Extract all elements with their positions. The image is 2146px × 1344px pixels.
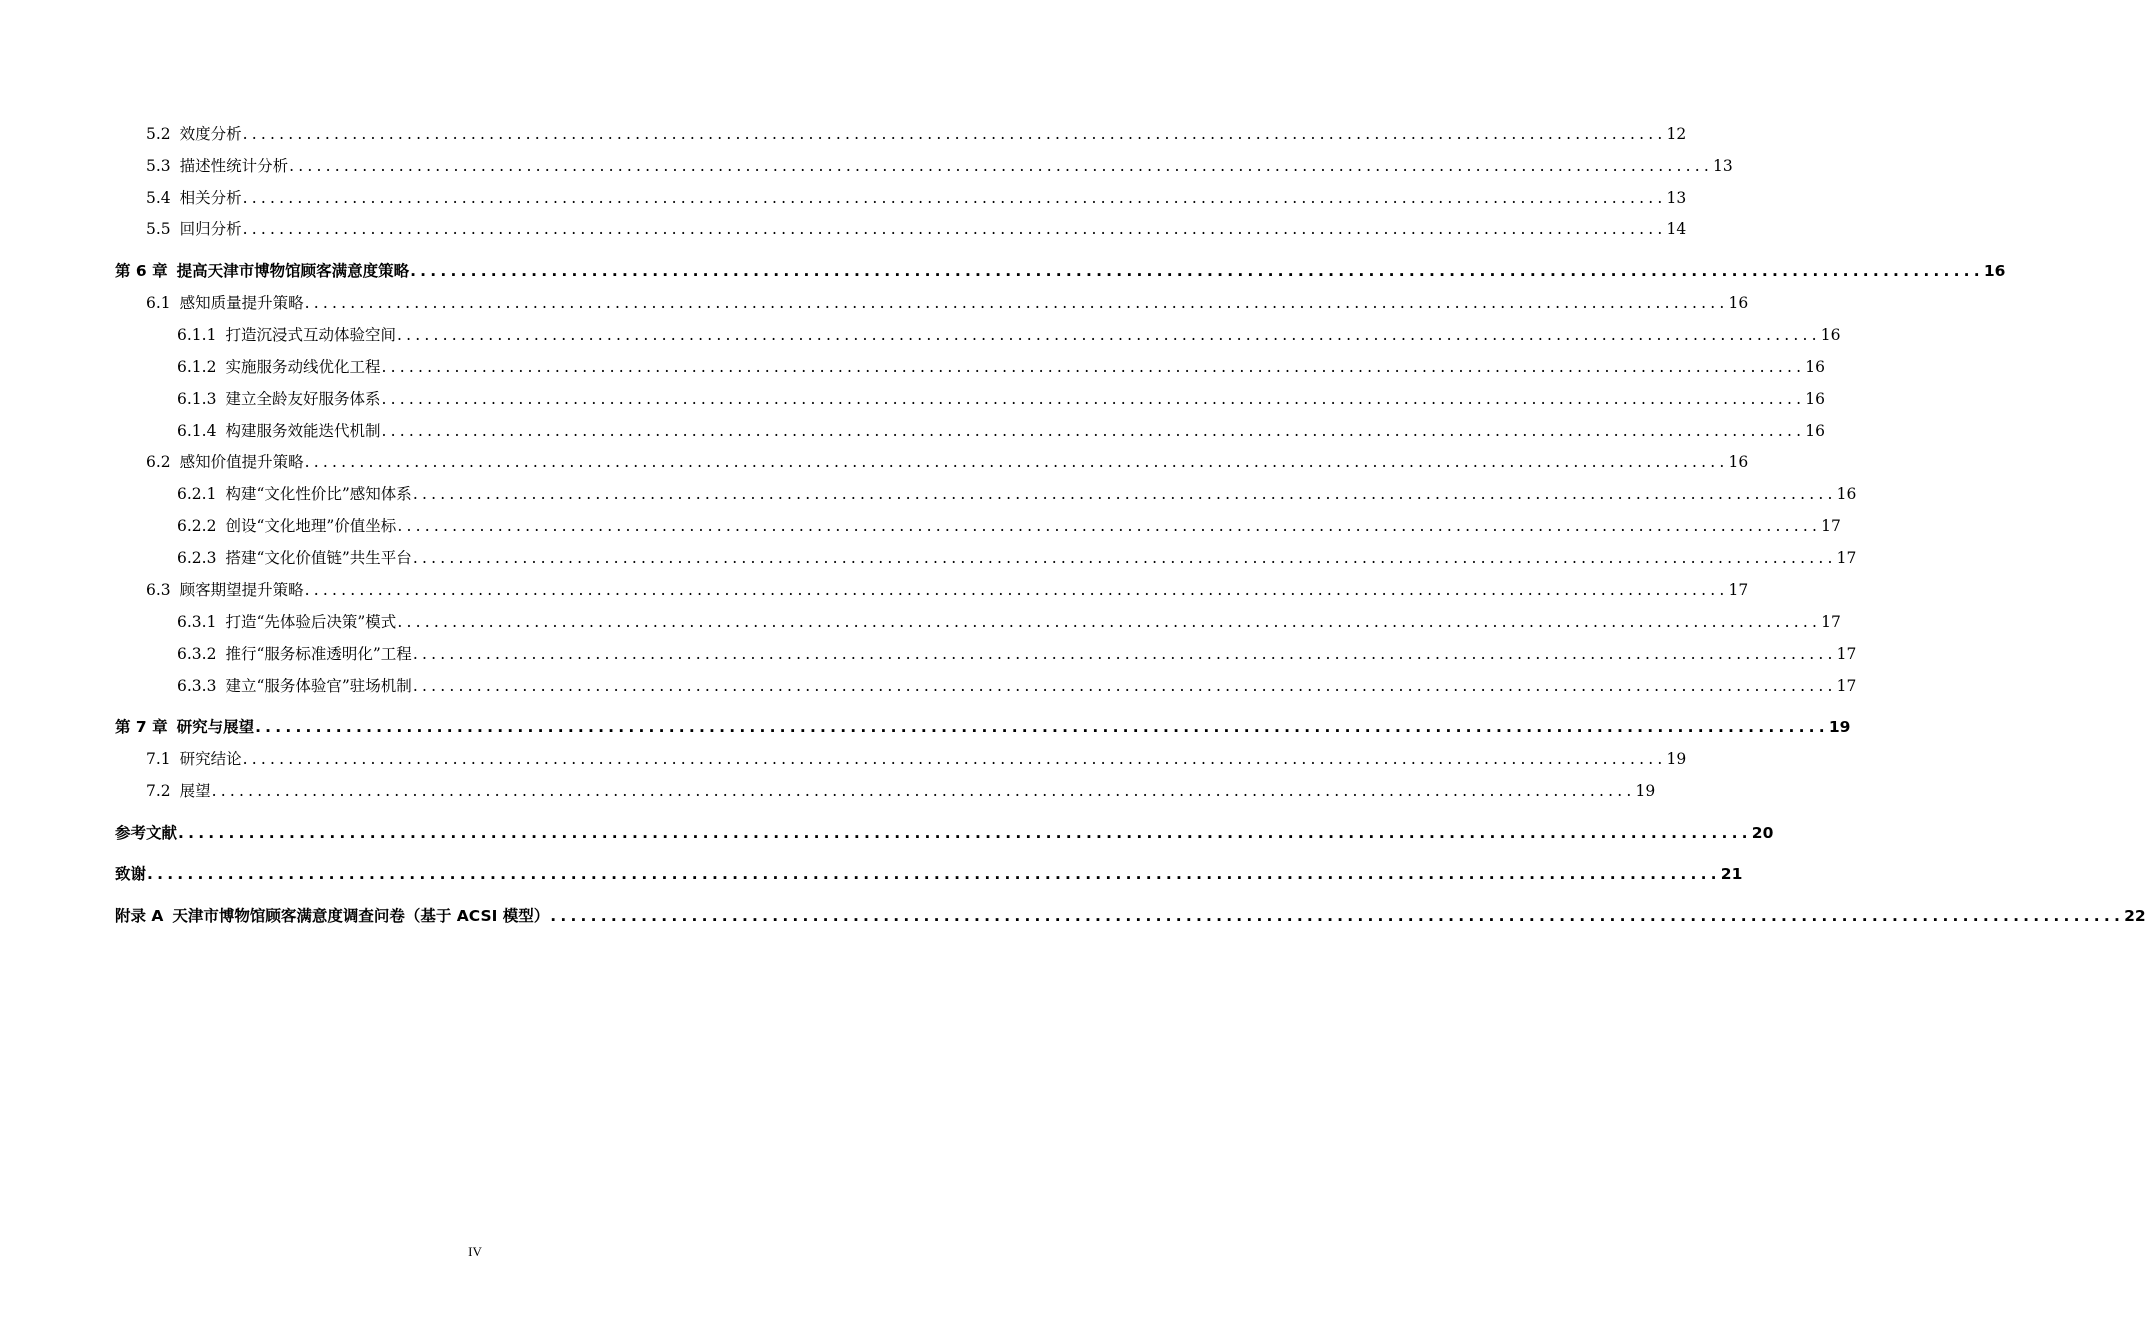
toc-entry-6-2[interactable] [146,450,1749,472]
toc-entry-number: 附录 A [115,907,164,925]
toc-entry-6-1-1[interactable] [177,323,1841,345]
toc-entry-title: 搭建“文化价值链”共生平台 [225,549,412,567]
toc-entry-title: 提高天津市博物馆顾客满意度策略 [176,262,410,280]
toc-entry-6-2-3[interactable] [177,546,1857,568]
toc-entry-number: 6.3.3 [177,677,217,695]
toc-entry-number: 5.4 [146,189,171,207]
toc-entry-page: 16 [1728,294,1749,312]
toc-entry-7-2[interactable] [146,779,1656,801]
toc-entry-title: 打造“先体验后决策”模式 [225,613,397,631]
toc-entry-6-2-2[interactable] [177,514,1841,536]
toc-entry-title: 顾客期望提升策略 [179,581,304,599]
toc-entry-title: 参考文献 [115,824,178,842]
toc-entry-6-2-1[interactable] [177,482,1857,504]
dot-leader: ............................................................................................................................................................ [381,358,1806,376]
toc-entry-page: 17 [1728,581,1749,599]
toc-entry-6-1-4[interactable] [177,419,1826,441]
dot-leader: ............................................................................................................................................................ [304,294,1729,312]
toc-entry-title: 展望 [179,782,211,800]
page-number: IV [468,1244,482,1259]
toc-entry-page: 17 [1821,517,1841,535]
toc-entry-5-2[interactable] [146,122,1687,144]
toc-entry-page: 17 [1836,549,1857,567]
dot-leader: ............................................................................................................................................................ [242,750,1667,768]
toc-entry-5-3[interactable] [146,154,1733,176]
dot-leader: ............................................................................................................................................................ [304,453,1729,471]
toc-entry-page: 13 [1666,189,1687,207]
toc-entry-title: 建立全龄友好服务体系 [225,390,381,408]
toc-entry-title: 构建服务效能迭代机制 [225,422,381,440]
dot-leader: ............................................................................................................................................................ [178,824,1752,842]
toc-entry-6-3-1[interactable] [177,610,1841,632]
toc-entry-page: 17 [1836,645,1857,663]
toc-entry-title: 推行“服务标准透明化”工程 [225,645,412,663]
toc-entry-page: 16 [1805,390,1826,408]
dot-leader: ............................................................................................................................................................ [242,125,1667,143]
toc-entry-5-4[interactable] [146,186,1687,208]
toc-entry-title: 描述性统计分析 [179,157,289,175]
toc-entry-page: 16 [1728,453,1749,471]
toc-entry-number: 5.5 [146,220,171,238]
toc-entry-number: 6.1.4 [177,422,217,440]
toc-entry-number: 6.3 [146,581,171,599]
dot-leader: ............................................................................................................................................................ [412,645,1837,663]
toc-entry-number: 5.2 [146,125,171,143]
toc-entry-page: 17 [1821,613,1841,631]
toc-entry-page: 14 [1666,220,1687,238]
toc-entry-page: 16 [1983,262,2006,280]
dot-leader: ............................................................................................................................................................ [397,517,1822,535]
toc-entry-title: 打造沉浸式互动体验空间 [225,326,396,344]
toc-entry-number: 7.2 [146,782,171,800]
dot-leader: ............................................................................................................................................................ [211,782,1636,800]
toc-entry-page: 13 [1712,157,1733,175]
toc-entry-page: 19 [1666,750,1687,768]
dot-leader: ............................................................................................................................................................ [412,549,1837,567]
dot-leader: ............................................................................................................................................................ [381,422,1806,440]
toc-entry-page: 16 [1805,358,1826,376]
dot-leader: ............................................................................................................................................................ [147,865,1721,883]
toc-entry-title: 构建“文化性价比”感知体系 [225,485,412,503]
toc-entry-number: 6.1 [146,294,171,312]
toc-entry-title: 回归分析 [179,220,242,238]
toc-entry-page: 20 [1751,824,1774,842]
toc-entry-title: 相关分析 [179,189,242,207]
dot-leader: ............................................................................................................................................................ [242,220,1667,238]
dot-leader: ............................................................................................................................................................ [396,326,1821,344]
toc-references[interactable] [115,821,1774,843]
toc-entry-title: 研究与展望 [176,718,255,736]
toc-entry-title: 天津市博物馆顾客满意度调查问卷（基于 ACSI 模型） [172,907,550,925]
toc-entry-page: 22 [2124,907,2146,925]
dot-leader: ............................................................................................................................................................ [410,262,1984,280]
toc-entry-number: 6.2.3 [177,549,217,567]
toc-entry-6-1-2[interactable] [177,355,1826,377]
dot-leader: ............................................................................................................................................................ [304,581,1729,599]
toc-entry-title: 建立“服务体验官”驻场机制 [225,677,412,695]
toc-entry-6-3-2[interactable] [177,642,1857,664]
dot-leader: ............................................................................................................................................................ [242,189,1667,207]
toc-entry-number: 6.3.1 [177,613,217,631]
toc-entry-number: 7.1 [146,750,171,768]
toc-entry-number: 6.1.3 [177,390,217,408]
dot-leader: ............................................................................................................................................................ [397,613,1822,631]
toc-entry-page: 16 [1820,326,1841,344]
toc-entry-page: 17 [1836,677,1857,695]
toc-entry-number: 第 7 章 [115,718,168,736]
toc-entry-page: 12 [1666,125,1687,143]
dot-leader: ............................................................................................................................................................ [412,677,1837,695]
toc-entry-number: 6.2.1 [177,485,217,503]
toc-entry-page: 19 [1828,718,1851,736]
toc-entry-6-3[interactable] [146,578,1749,600]
toc-entry-number: 5.3 [146,157,171,175]
toc-entry-number: 6.2 [146,453,171,471]
toc-entry-title: 感知质量提升策略 [179,294,304,312]
toc-entry-6-3-3[interactable] [177,674,1857,696]
dot-leader: ............................................................................................................................................................ [289,157,1713,175]
toc-entry-number: 6.3.2 [177,645,217,663]
toc-entry-title: 感知价值提升策略 [179,453,304,471]
toc-acknowledgements[interactable] [115,862,1743,884]
toc-entry-page: 21 [1720,865,1743,883]
toc-entry-page: 19 [1635,782,1656,800]
toc-appendix-a[interactable] [115,904,2146,926]
toc-entry-7-1[interactable] [146,747,1687,769]
toc-entry-title: 实施服务动线优化工程 [225,358,381,376]
toc-entry-number: 6.1.1 [177,326,217,344]
toc-entry-title: 致谢 [115,865,147,883]
toc-entry-6-1-3[interactable] [177,387,1826,409]
toc-entry-number: 第 6 章 [115,262,168,280]
dot-leader: ............................................................................................................................................................ [255,718,1829,736]
toc-entry-title: 研究结论 [179,750,242,768]
toc-chapter-7[interactable] [115,715,1851,737]
toc-entry-title: 创设“文化地理”价值坐标 [225,517,397,535]
toc-entry-title: 效度分析 [179,125,242,143]
toc-entry-5-5[interactable] [146,217,1687,239]
toc-entry-number: 6.1.2 [177,358,217,376]
dot-leader: ............................................................................................................................................................ [381,390,1806,408]
dot-leader: ............................................................................................................................................................ [550,907,2125,925]
dot-leader: ............................................................................................................................................................ [412,485,1837,503]
toc-entry-number: 6.2.2 [177,517,217,535]
toc-entry-6-1[interactable] [146,291,1749,313]
toc-entry-page: 16 [1805,422,1826,440]
toc-entry-page: 16 [1836,485,1857,503]
toc-chapter-6[interactable] [115,259,2006,281]
